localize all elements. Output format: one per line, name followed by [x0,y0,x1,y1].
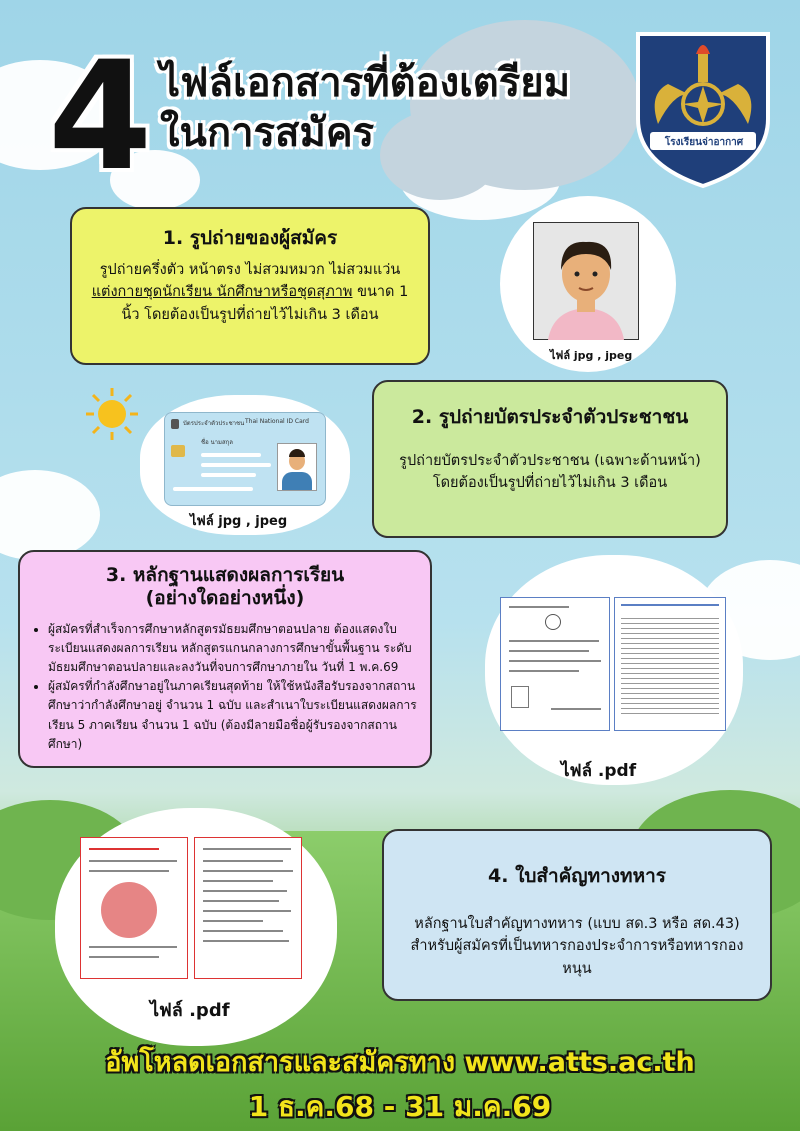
transcript-file-type: ไฟล์ .pdf [561,761,637,781]
transcript-bullets [32,620,418,754]
military-document-2 [194,837,302,979]
school-emblem [628,24,778,189]
card-line [201,473,256,477]
card-name: ชื่อ นามสกุล [201,439,233,446]
transcript-bullet: • ผู้สมัครที่สำเร็จการศึกษาหลักสูตรมัธยมศึกษาตอนปลาย ต้องแสดงใบระเบียนแสดงผลการเรียน หลักสูตรแกนกลางการศึกษาขั้นพื้นฐาน ระดับมัธยมศึกษาตอนปลายและลงวันที่จบการศึกษาภายใน วันที่ 1 พ.ค.69 [48,620,418,678]
photo-description [86,259,414,326]
photo-text-a: รูปถ่ายครึ่งตัว หน้าตรง ไม่สวมหมวก ไม่สวมแว่น [99,262,401,278]
transcript-requirement-box [18,550,432,768]
military-heading: 4. ใบสำคัญทางทหาร [488,865,666,887]
transcript-heading-2: (อย่างใดอย่างหนึ่ง) [145,586,305,609]
card-photo [277,443,317,491]
id-card-requirement-box [372,380,728,538]
page-title [160,58,570,158]
title-line-1: ไฟล์เอกสารที่ต้องเตรียม [160,60,571,106]
chip-icon [171,445,185,457]
application-dates: 1 ธ.ค.68 - 31 ม.ค.69 [248,1090,552,1123]
transcript-heading-1: 3. หลักฐานแสดงผลการเรียน [105,564,345,586]
photo-requirement-box [70,207,430,365]
emblem-text: โรงเรียนจ่าอากาศ [664,137,744,148]
transcript-table-document [614,597,726,731]
sun-icon [84,386,140,442]
id-card-file-type: ไฟล์ jpg , jpeg [190,514,288,529]
red-stamp [101,882,157,938]
seal-icon [545,614,561,630]
card-title-th: บัตรประจำตัวประชาชน [183,420,245,427]
card-line [173,487,253,491]
card-title-en: Thai National ID Card [245,418,309,425]
military-requirement-box [382,829,772,1001]
transcript-document [500,597,610,731]
photo-box [511,686,529,708]
photo-text-underlined: แต่งกายชุดนักเรียน นักศึกษาหรือชุดสุภาพ [91,284,353,301]
table-grid [621,614,719,714]
transcript-bullet: • ผู้สมัครที่กำลังศึกษาอยู่ในภาคเรียนสุดท้าย ให้ใช้หนังสือรับรองจากสถานศึกษาว่ากำลังศึกษาอยู่ จำนวน 1 ฉบับ และสำเนาใบระเบียนแสดงผลการเรียน 5 ภาคเรียน จำนวน 1 ฉบับ (ต้องมีลายมือชื่อผู้รับรองจากสถานศึกษา) [48,677,418,754]
portrait-photo [533,222,639,340]
title-line-2: ในการสมัคร [160,110,375,156]
photo-text-b: ขนาด 1 นิ้ว โดยต้องเป็นรูปที่ถ่ายไว้ไม่เกิน 3 เดือน [121,284,409,323]
id-card-description: รูปถ่ายบัตรประจำตัวประชาชน (เฉพาะด้านหน้า) โดยต้องเป็นรูปที่ถ่ายไว้ไม่เกิน 3 เดือน [399,453,701,492]
transcript-heading [32,564,418,610]
photo-heading: 1. รูปถ่ายของผู้สมัคร [162,227,338,249]
document-count: 4 [48,30,153,204]
id-card-heading: 2. รูปถ่ายบัตรประจำตัวประชาชน [411,406,689,428]
military-description: หลักฐานใบสำคัญทางทหาร (แบบ สด.3 หรือ สด.43) สำหรับผู้สมัครที่เป็นทหารกองประจำการหรือทหารกองหนุน [410,916,744,977]
upload-instruction: อัพโหลดเอกสารและสมัครทาง www.atts.ac.th [105,1047,695,1078]
photo-file-type: ไฟล์ jpg , jpeg [550,349,633,362]
card-line [201,463,271,467]
card-line [201,453,261,457]
military-document-1 [80,837,188,979]
emblem-mini-icon [171,419,179,429]
military-file-type: ไฟล์ .pdf [150,1000,230,1021]
id-card-image [164,412,326,506]
